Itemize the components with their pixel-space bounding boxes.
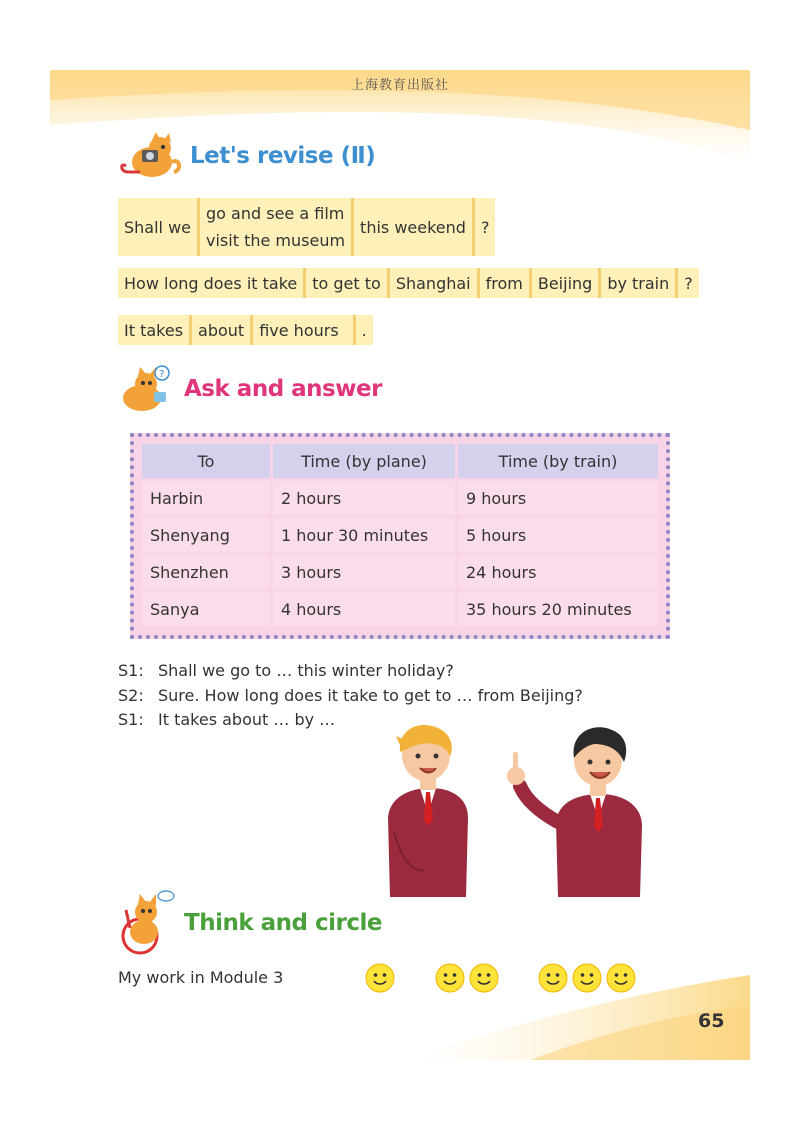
revise-option: visit the museum [206,231,346,250]
footer-swoosh [50,950,750,1060]
dialog-line [118,659,583,684]
column-header: Time (by plane) [273,444,455,478]
revise-title: Let's revise (Ⅱ) [190,143,376,169]
revise-punct: ? [675,268,699,298]
two-boys-illustration [380,722,675,897]
ask-title: Ask and answer [184,376,382,402]
revise-punct: . [353,315,373,345]
revise-chunk: from [477,268,529,298]
publisher-name: 上海教育出版社 [350,78,449,93]
revise-chunk: It takes [118,315,189,345]
dialog-speaker: S2: [118,685,144,705]
revise-sentence-1 [118,198,495,256]
table-row [142,592,658,626]
revise-section-header [116,132,375,180]
think-section-header [116,888,382,958]
page-number: 65 [698,1010,725,1032]
table-cell: 3 hours [273,555,455,589]
think-title: Think and circle [184,910,382,936]
table-row [142,481,658,515]
svg-text:?: ? [159,369,165,380]
table-cell: 4 hours [273,592,455,626]
travel-time-table [130,433,670,639]
column-header: Time (by train) [458,444,658,478]
dialog-text: Shall we go to … this winter holiday? [158,661,454,680]
textbook-page [50,70,750,1060]
revise-options [197,198,351,256]
revise-punct: ? [472,198,496,256]
revise-chunk: five hours [250,315,352,345]
table-cell: Shenyang [142,518,270,552]
revise-chunk: to get to [303,268,387,298]
table-cell: Shenzhen [142,555,270,589]
cat-question-icon [116,364,178,414]
table-row [142,518,658,552]
revise-chunk: about [189,315,250,345]
revise-option: go and see a film [206,204,345,223]
table-cell: 35 hours 20 minutes [458,592,658,626]
table-cell: Harbin [142,481,270,515]
dialog-line [118,684,583,709]
revise-sentence-3 [118,315,373,345]
cat-camera-icon [116,132,184,180]
revise-chunk: How long does it take [118,268,303,298]
work-label: My work in Module 3 [118,968,284,987]
column-header: To [142,444,270,478]
table-header-row [142,444,658,478]
dialog-speaker: S1: [118,710,144,729]
table-cell: 2 hours [273,481,455,515]
dark-haired-boy-figure [507,727,642,897]
dialog-text: Sure. How long does it take to get to … from Beijing? [158,685,583,705]
table-cell: 1 hour 30 minutes [273,518,455,552]
table-cell: 9 hours [458,481,658,515]
revise-sentence-2 [118,268,699,298]
revise-chunk: this weekend [351,198,472,256]
dialog-text: It takes about … by … [158,710,336,729]
revise-chunk: Shall we [118,198,197,256]
cat-thinking-icon [116,888,178,958]
revise-chunk: Shanghai [387,268,477,298]
table-cell: Sanya [142,592,270,626]
revise-chunk: Beijing [529,268,598,298]
dialog-speaker: S1: [118,661,144,680]
table-cell: 24 hours [458,555,658,589]
table-row [142,555,658,589]
table-cell: 5 hours [458,518,658,552]
blond-boy-figure [388,725,468,897]
ask-section-header [116,364,382,414]
revise-chunk: by train [598,268,675,298]
